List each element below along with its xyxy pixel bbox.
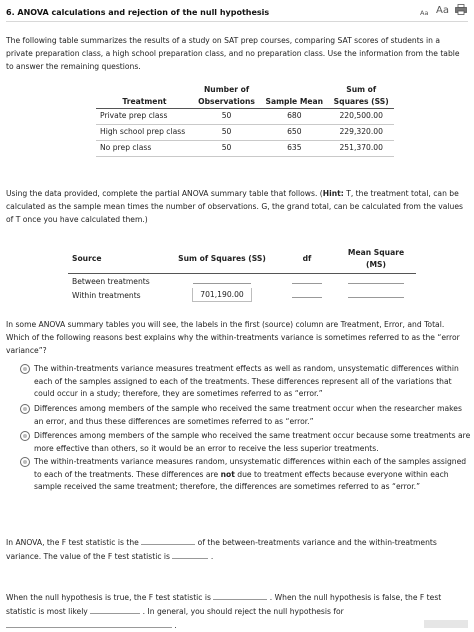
df-between-input[interactable] — [292, 274, 322, 284]
f-value-input[interactable] — [172, 549, 208, 559]
mean-cell: 650 — [260, 125, 328, 141]
hint-label: Hint: — [322, 189, 344, 198]
table-row — [96, 109, 394, 125]
f-ratio-dropdown[interactable] — [141, 535, 195, 545]
header-mean-square: Mean Square (MS) — [336, 245, 416, 274]
question-header: 6. ANOVA calculations and rejection of the null hypothesis — [6, 8, 270, 17]
treatment-cell: Private prep class — [96, 109, 193, 125]
header-sum-of-squares: Sum of Squares (SS) — [166, 245, 278, 274]
null-hypothesis-paragraph — [6, 590, 466, 632]
n-cell: 50 — [193, 125, 260, 141]
f-test-paragraph — [6, 535, 466, 563]
anova-summary-table — [68, 245, 416, 302]
mean-cell: 680 — [260, 109, 328, 125]
table-row — [96, 141, 394, 157]
null-text-2: . When the null hypothesis is false, the F test statistic is most likely — [6, 593, 442, 616]
option-2[interactable] — [20, 403, 472, 428]
header-sample-mean: Sample Mean — [260, 96, 328, 109]
option-text: The within-treatments variance measures treatment effects as well as random, unsystematic differences within each of the samples assigned to each of the treatments. These differences represent all of the variations that could occur in a study; therefore, they are sometimes referred to as “error.” — [34, 364, 459, 399]
null-text-4: . — [174, 621, 177, 630]
option-text-end: due to treatment effects because everyone within each sample received the same treatment; therefore, the differences are sometimes referred to as “error.” — [34, 469, 449, 492]
ss-cell: 251,370.00 — [328, 141, 394, 157]
null-text-3: . In general, you should reject the null hypothesis for — [142, 607, 344, 616]
f-test-text-3: . — [210, 552, 214, 561]
header-treatment: Treatment — [96, 96, 193, 109]
scroll-indicator[interactable] — [424, 620, 468, 628]
f-false-dropdown[interactable] — [90, 604, 140, 614]
source-cell: Between treatments — [72, 276, 150, 286]
n-cell: 50 — [193, 109, 260, 125]
n-cell: 50 — [193, 141, 260, 157]
anova-instructions — [6, 187, 466, 226]
f-true-dropdown[interactable] — [213, 590, 267, 600]
header-observations-top: Number of — [203, 85, 250, 94]
ss-cell: 220,500.00 — [328, 109, 394, 125]
error-variance-question: In some ANOVA summary tables you will see, the labels in the first (source) column are Treatment, Error, and Total. Which of the following reasons best explains why the within-treatments variance is sometimes referred to as the “error variance”? — [6, 320, 460, 355]
instructions-text-end: T, the treatment total, can be calculated as the sample mean times the number of observations. G, the grand total, can be calculated from the values of T once you have calculated them.) — [6, 189, 463, 224]
treatment-cell: No prep class — [96, 141, 193, 157]
source-cell: Within treatments — [72, 290, 141, 300]
header-divider — [6, 21, 468, 22]
mean-cell: 635 — [260, 141, 328, 157]
reject-dropdown[interactable] — [6, 618, 172, 628]
table-row — [68, 288, 416, 302]
print-icon[interactable] — [455, 4, 467, 15]
radio-button[interactable] — [20, 457, 30, 467]
df-within-input[interactable] — [292, 288, 322, 298]
header-observations-bottom: Observations — [193, 96, 260, 109]
font-size-increase-button[interactable]: Aa — [436, 5, 449, 16]
treatment-cell: High school prep class — [96, 125, 193, 141]
study-results-table — [96, 84, 394, 157]
null-text-1: When the null hypothesis is true, the F test statistic is — [6, 593, 211, 602]
table-row — [96, 125, 394, 141]
radio-button[interactable] — [20, 364, 30, 374]
ss-between-input[interactable] — [193, 274, 251, 284]
option-text: Differences among members of the sample who received the same treatment occur because some treatments are more effective than others, so it would be an error to receive the less superior treatments. — [34, 431, 471, 453]
header-source: Source — [68, 245, 166, 274]
option-1[interactable] — [20, 363, 472, 401]
ms-within-input[interactable] — [348, 288, 404, 298]
ms-between-input[interactable] — [348, 274, 404, 284]
header-ss-bottom: Squares (SS) — [328, 96, 394, 109]
option-3[interactable] — [20, 430, 472, 455]
intro-paragraph: The following table summarizes the results of a study on SAT prep courses, comparing SAT scores of students in a private preparation class, a high school preparation class, and no preparation class. Use the information from the table to answer the remaining questions. — [6, 36, 460, 71]
option-text-start: The within-treatments variance measures random, unsystematic differences within each of the samples assigned to each of the treatments. These differences are — [34, 457, 467, 479]
radio-button[interactable] — [20, 431, 30, 441]
option-emphasis: not — [220, 469, 235, 479]
font-size-decrease-button[interactable]: Aa — [420, 9, 429, 17]
f-test-text-2: of the between-treatments variance and the within-treatments variance. The value of the F test statistic is — [6, 538, 437, 561]
ss-within-value: 701,190.00 — [192, 288, 252, 302]
ss-cell: 229,320.00 — [328, 125, 394, 141]
table-row — [68, 274, 416, 289]
f-test-text-1: In ANOVA, the F test statistic is the — [6, 538, 139, 547]
option-4[interactable] — [20, 456, 472, 494]
radio-button[interactable] — [20, 404, 30, 414]
header-df: df — [278, 245, 336, 274]
instructions-text-start: Using the data provided, complete the partial ANOVA summary table that follows. ( — [6, 189, 323, 198]
option-text — [34, 456, 472, 494]
option-text: Differences among members of the sample who received the same treatment occur when the researcher makes an error, and thus these differences are sometimes referred to as “error.” — [34, 404, 462, 426]
header-ss-top: Sum of — [346, 85, 377, 94]
